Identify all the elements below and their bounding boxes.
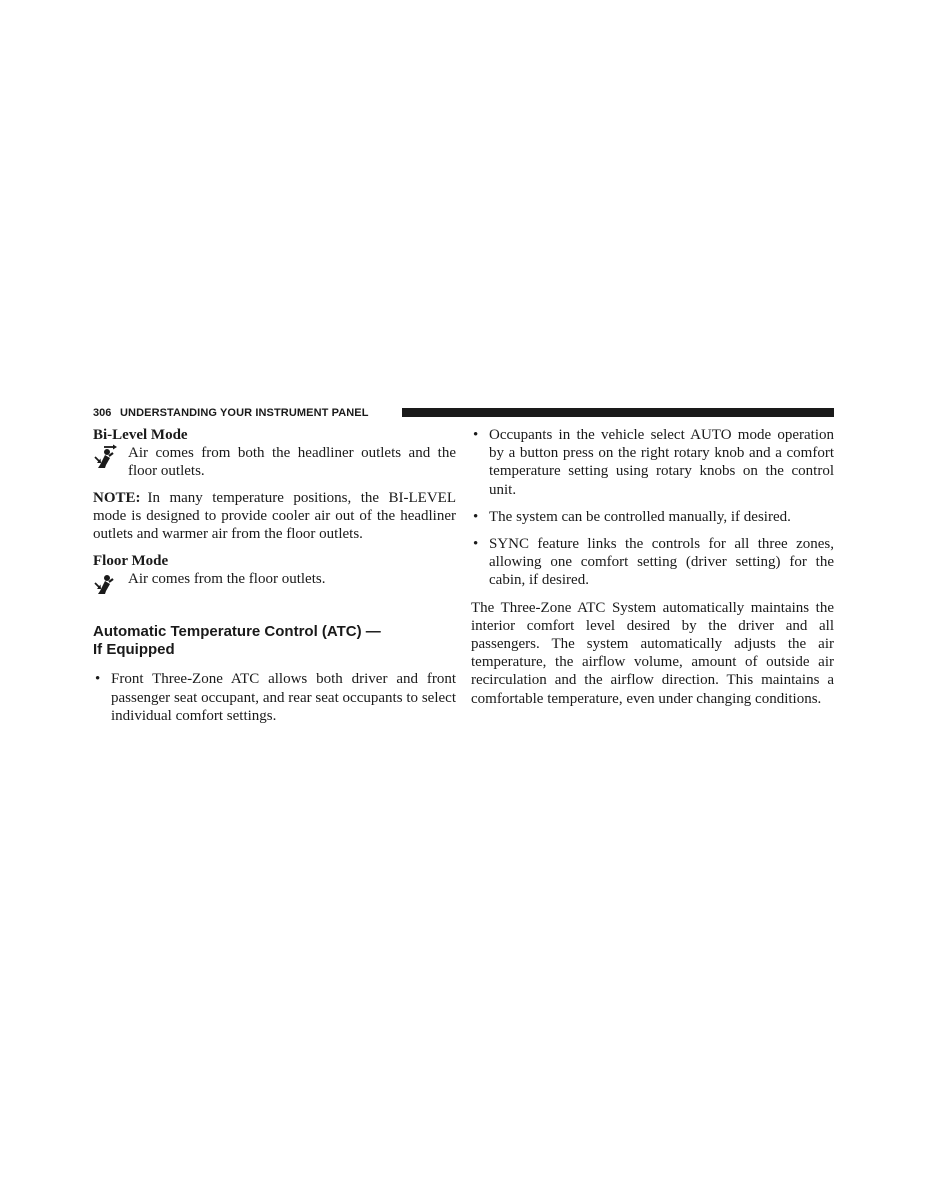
bullet-icon: • xyxy=(473,508,479,525)
bilevel-heading: Bi-Level Mode xyxy=(93,427,188,443)
bullet-icon: • xyxy=(473,536,479,553)
list-item-text: Front Three-Zone ATC allows both driver and front passenger seat occupant, and rear seat occupants to select individual comfort settings. xyxy=(111,671,456,724)
section-title: UNDERSTANDING YOUR INSTRUMENT PANEL xyxy=(120,407,369,419)
bullet-icon: • xyxy=(473,427,479,443)
right-bullet-list xyxy=(471,426,834,590)
list-item-text: The system can be controlled manually, if desired. xyxy=(489,508,791,525)
floor-description xyxy=(93,570,456,598)
list-item xyxy=(471,508,834,526)
atc-heading-line1: Automatic Temperature Control (ATC) — xyxy=(93,623,381,641)
note-label: NOTE: xyxy=(93,489,141,506)
header-rule xyxy=(402,408,834,417)
list-item xyxy=(471,535,834,590)
note-text: In many temperature positions, the BI-LEVEL mode is designed to provide cooler air out of the headliner outlets and warmer air from the floor outlets. xyxy=(93,489,456,543)
right-column xyxy=(471,426,834,708)
atc-heading xyxy=(93,623,456,659)
page-number: 306 xyxy=(93,407,112,419)
note-paragraph xyxy=(93,489,456,544)
bullet-icon: • xyxy=(95,671,101,688)
left-column xyxy=(93,426,456,734)
page-header xyxy=(93,406,834,420)
list-item-text: SYNC feature links the controls for all three zones, allowing one comfort setting (driver setting) for the cabin, if desired. xyxy=(489,536,834,589)
list-item xyxy=(471,426,834,499)
floor-heading: Floor Mode xyxy=(93,553,169,570)
floor-text: Air comes from the floor outlets. xyxy=(128,571,326,588)
bilevel-text: Air comes from both the headliner outlets and the floor outlets. xyxy=(128,445,456,480)
list-item xyxy=(93,670,456,725)
bilevel-description xyxy=(93,444,456,480)
left-bullet-list xyxy=(93,670,456,725)
list-item-text: Occupants in the vehicle select AUTO mode operation by a button press on the right rotary knob and a comfort temperature setting using rotary knobs on the control unit. xyxy=(489,427,834,498)
atc-heading-line2: If Equipped xyxy=(93,641,175,659)
atc-paragraph: The Three-Zone ATC System automatically maintains the interior comfort level desired by the driver and all passengers. The system automatically adjusts the air temperature, the airflow volume, amount of outside air recirculation and the airflow direction. This maintains a comfortable temperature, even under changing conditions. xyxy=(471,599,834,707)
floor-airflow-icon xyxy=(93,570,121,598)
bi-level-airflow-icon xyxy=(93,444,121,472)
